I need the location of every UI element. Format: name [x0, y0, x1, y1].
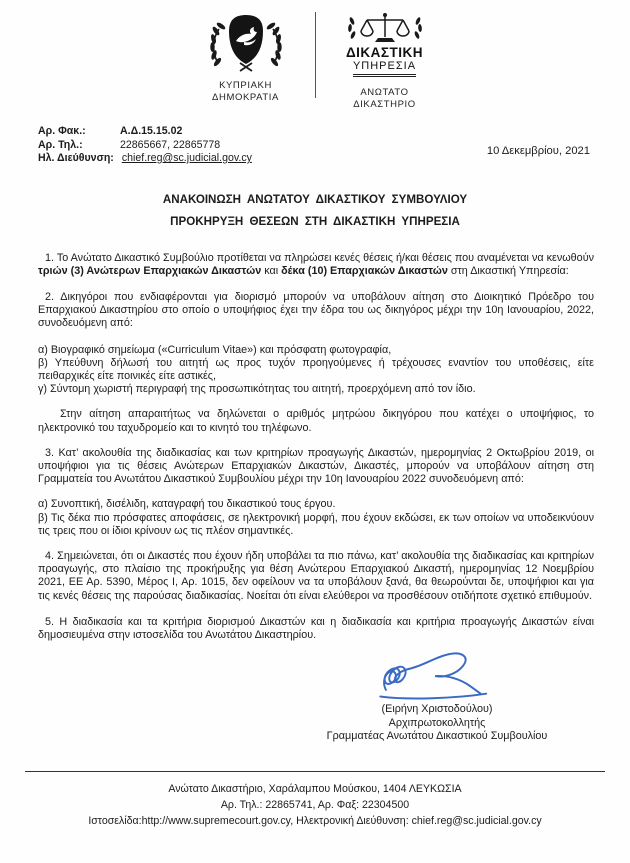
footer-divider [25, 771, 605, 772]
paragraph-2: 2. Δικηγόροι που ενδιαφέρονται για διορισμό μπορούν να υποβάλουν αίτηση στο Διοικητικό Πρόεδρο του Επαρχιακού Δικαστηρίου στο οποίο ο υποψήφιος έχει την έδρα του ως δικηγόρος μέχρι την 10η Ιανουαρίου, 2022, συνοδευόμενη από: [38, 290, 594, 330]
p1-text-end: στη Δικαστική Υπηρεσία: [447, 264, 569, 277]
footer-website-link[interactable]: http://www.supremecourt.gov.cy [141, 814, 291, 827]
paragraph-1 [38, 252, 594, 278]
file-number-label: Αρ. Φακ.: [38, 125, 86, 137]
service-name-line1: ΔΙΚΑΣΤΙΚΗ [345, 45, 424, 60]
p1-text-mid: και [261, 264, 282, 277]
scales-of-justice-icon [342, 10, 428, 46]
document-body [38, 252, 594, 643]
paragraph-2-item-a: α) Βιογραφικό σημείωμα («Curriculum Vitae») και πρόσφατη φωτογραφία, [38, 343, 392, 356]
file-number-row [38, 125, 630, 139]
footer [0, 782, 630, 829]
telephone-label: Αρ. Τηλ.: [38, 138, 83, 151]
republic-emblem-block [187, 10, 305, 104]
paragraph-2-item-c: γ) Σύντομη χωριστή περιγραφή της προσωπικότητας του αιτητή, προερχόμενη από τον ίδιο. [38, 383, 476, 396]
service-name-line2: ΥΠΗΡΕΣΙΑ [353, 60, 416, 77]
header-divider [315, 12, 316, 98]
paragraph-3-item-b: β) Τις δέκα πιο πρόσφατες αποφάσεις, σε ηλεκτρονική μορφή, που έχουν εκδώσει, εκ των οποίων να υποδεικνύουν τις τρεις που οι ίδιοι κρίνουν ως τις πλέον σημαντικές. [38, 511, 594, 537]
court-label-line1: ΑΝΩΤΑΤΟ [360, 87, 409, 98]
p1-district-judges-bold: δέκα (10) Επαρχιακών Δικαστών [281, 264, 448, 277]
p1-text-start: 1. Το Ανώτατο Δικαστικό Συμβούλιο προτίθεται να πληρώσει κενές θέσεις ή/και θέσεις που αναμένεται να κενωθούν [45, 251, 594, 264]
republic-label-line1: ΚΥΠΡΙΑΚΗ [219, 80, 272, 91]
footer-email-link[interactable]: chief.reg@sc.judicial.gov.cy [411, 814, 542, 827]
file-number-value: Α.Δ.15.15.02 [120, 125, 183, 137]
reference-block [38, 125, 630, 166]
paragraph-3-item-a: α) Συνοπτική, δισέλιδη, καταγραφή του δικαστικού τους έργου. [38, 498, 336, 511]
republic-label [212, 80, 279, 104]
handwritten-signature-icon [272, 651, 602, 703]
email-link[interactable]: chief.reg@sc.judicial.gov.cy [121, 152, 252, 164]
document-title [0, 193, 630, 228]
paragraph-5: 5. Η διαδικασία και τα κριτήρια διορισμού Δικαστών και η διαδικασία και κριτήρια προαγωγής Δικαστών είναι δημοσιευμένα στην ιστοσελίδα του Ανωτάτου Δικαστηρίου. [38, 615, 594, 641]
email-label: Ηλ. Διεύθυνση: [38, 152, 114, 164]
paragraph-2-note: Στην αίτηση απαραιτήτως να δηλώνεται ο αριθμός μητρώου δικηγόρου που κατέχει ο υποψήφιος, το ηλεκτρονικό του ταχυδρομείο και το κινητό του τηλέφωνο. [38, 408, 594, 434]
footer-email-label: , Ηλεκτρονική Διεύθυνση: [290, 814, 412, 827]
footer-web-email [0, 814, 630, 830]
republic-label-line2: ΔΗΜΟΚΡΑΤΙΑ [212, 92, 279, 103]
court-label-line2: ΔΙΚΑΣΤΗΡΙΟ [353, 99, 416, 110]
cyprus-coat-of-arms-icon [204, 10, 288, 76]
signatory-name: (Ειρήνη Χριστοδούλου) [381, 703, 493, 716]
letterhead [0, 0, 630, 111]
footer-address: Ανώτατο Δικαστήριο, Χαράλαμπου Μούσκου, 1404 ΛΕΥΚΩΣΙΑ [168, 783, 462, 795]
signatory-title-2: Γραμματέας Ανωτάτου Δικαστικού Συμβουλίου [326, 730, 548, 743]
footer-phone-fax: Αρ. Τηλ.: 22865741, Αρ. Φαξ: 22304500 [220, 798, 410, 811]
signatory-title-1: Αρχιπρωτοκολλητής [388, 716, 486, 729]
court-label [353, 87, 416, 111]
telephone-value: 22865667, 22865778 [120, 138, 221, 151]
title-line1: ΑΝΑΚΟΙΝΩΣΗ ΑΝΩΤΑΤΟΥ ΔΙΚΑΣΤΙΚΟΥ ΣΥΜΒΟΥΛΙΟΥ [162, 192, 468, 206]
title-line2: ΠΡΟΚΗΡΥΞΗ ΘΕΣΕΩΝ ΣΤΗ ΔΙΚΑΣΤΙΚΗ ΥΠΗΡΕΣΙΑ [170, 214, 460, 228]
footer-website-label: Ιστοσελίδα: [88, 814, 142, 827]
paragraph-4: 4. Σημειώνεται, ότι οι Δικαστές που έχουν ήδη υποβάλει τα πιο πάνω, κατ’ ακολουθία της διαδικασίας και κριτηρίων προαγωγής, στο πλαίσιο της προκήρυξης για θέση Ανώτερου Επαρχιακού Δικαστή, ημερομηνίας 12 Νοεμβρίου 2021, ΕΕ Αρ. 5390, Μέρος Ι, Αρ. 1015, δεν οφείλουν να τα υποβάλουν ξανά, θα θεωρούνται δε, υποψήφιοι και για τις κενές θέσεις της παρούσας διαδικασίας. Νοείται ότι είναι ελεύθεροι να προσθέσουν οτιδήποτε σχετικό επιθυμούν. [38, 549, 594, 602]
p1-senior-judges-bold: τριών (3) Ανώτερων Επαρχιακών Δικαστών [38, 264, 262, 277]
paragraph-3: 3. Κατ’ ακολουθία της διαδικασίας και των κριτηρίων προαγωγής Δικαστών, ημερομηνίας 2 Οκτωβρίου 2019, οι υποψήφιοι για τις θέσεις Ανώτερων Επαρχιακών Δικαστών, Δικαστές, μπορούν να υποβάλουν αίτηση στη Γραμματεία του Ανωτάτου Δικαστικού Συμβουλίου μέχρι την 10η Ιανουαρίου 2022 συνοδευόμενη από: [38, 446, 594, 486]
paragraph-2-item-b: β) Υπεύθυνη δήλωσή του αιτητή ως προς τυχόν προηγούμενες ή τρέχουσες εναντίον του υποθέσεις, είτε πειθαρχικές είτε ποινικές είτε αστικές, [38, 356, 594, 382]
judicial-service-block [326, 10, 444, 111]
document-date: 10 Δεκεμβρίου, 2021 [486, 145, 590, 157]
signature-block [272, 651, 602, 744]
